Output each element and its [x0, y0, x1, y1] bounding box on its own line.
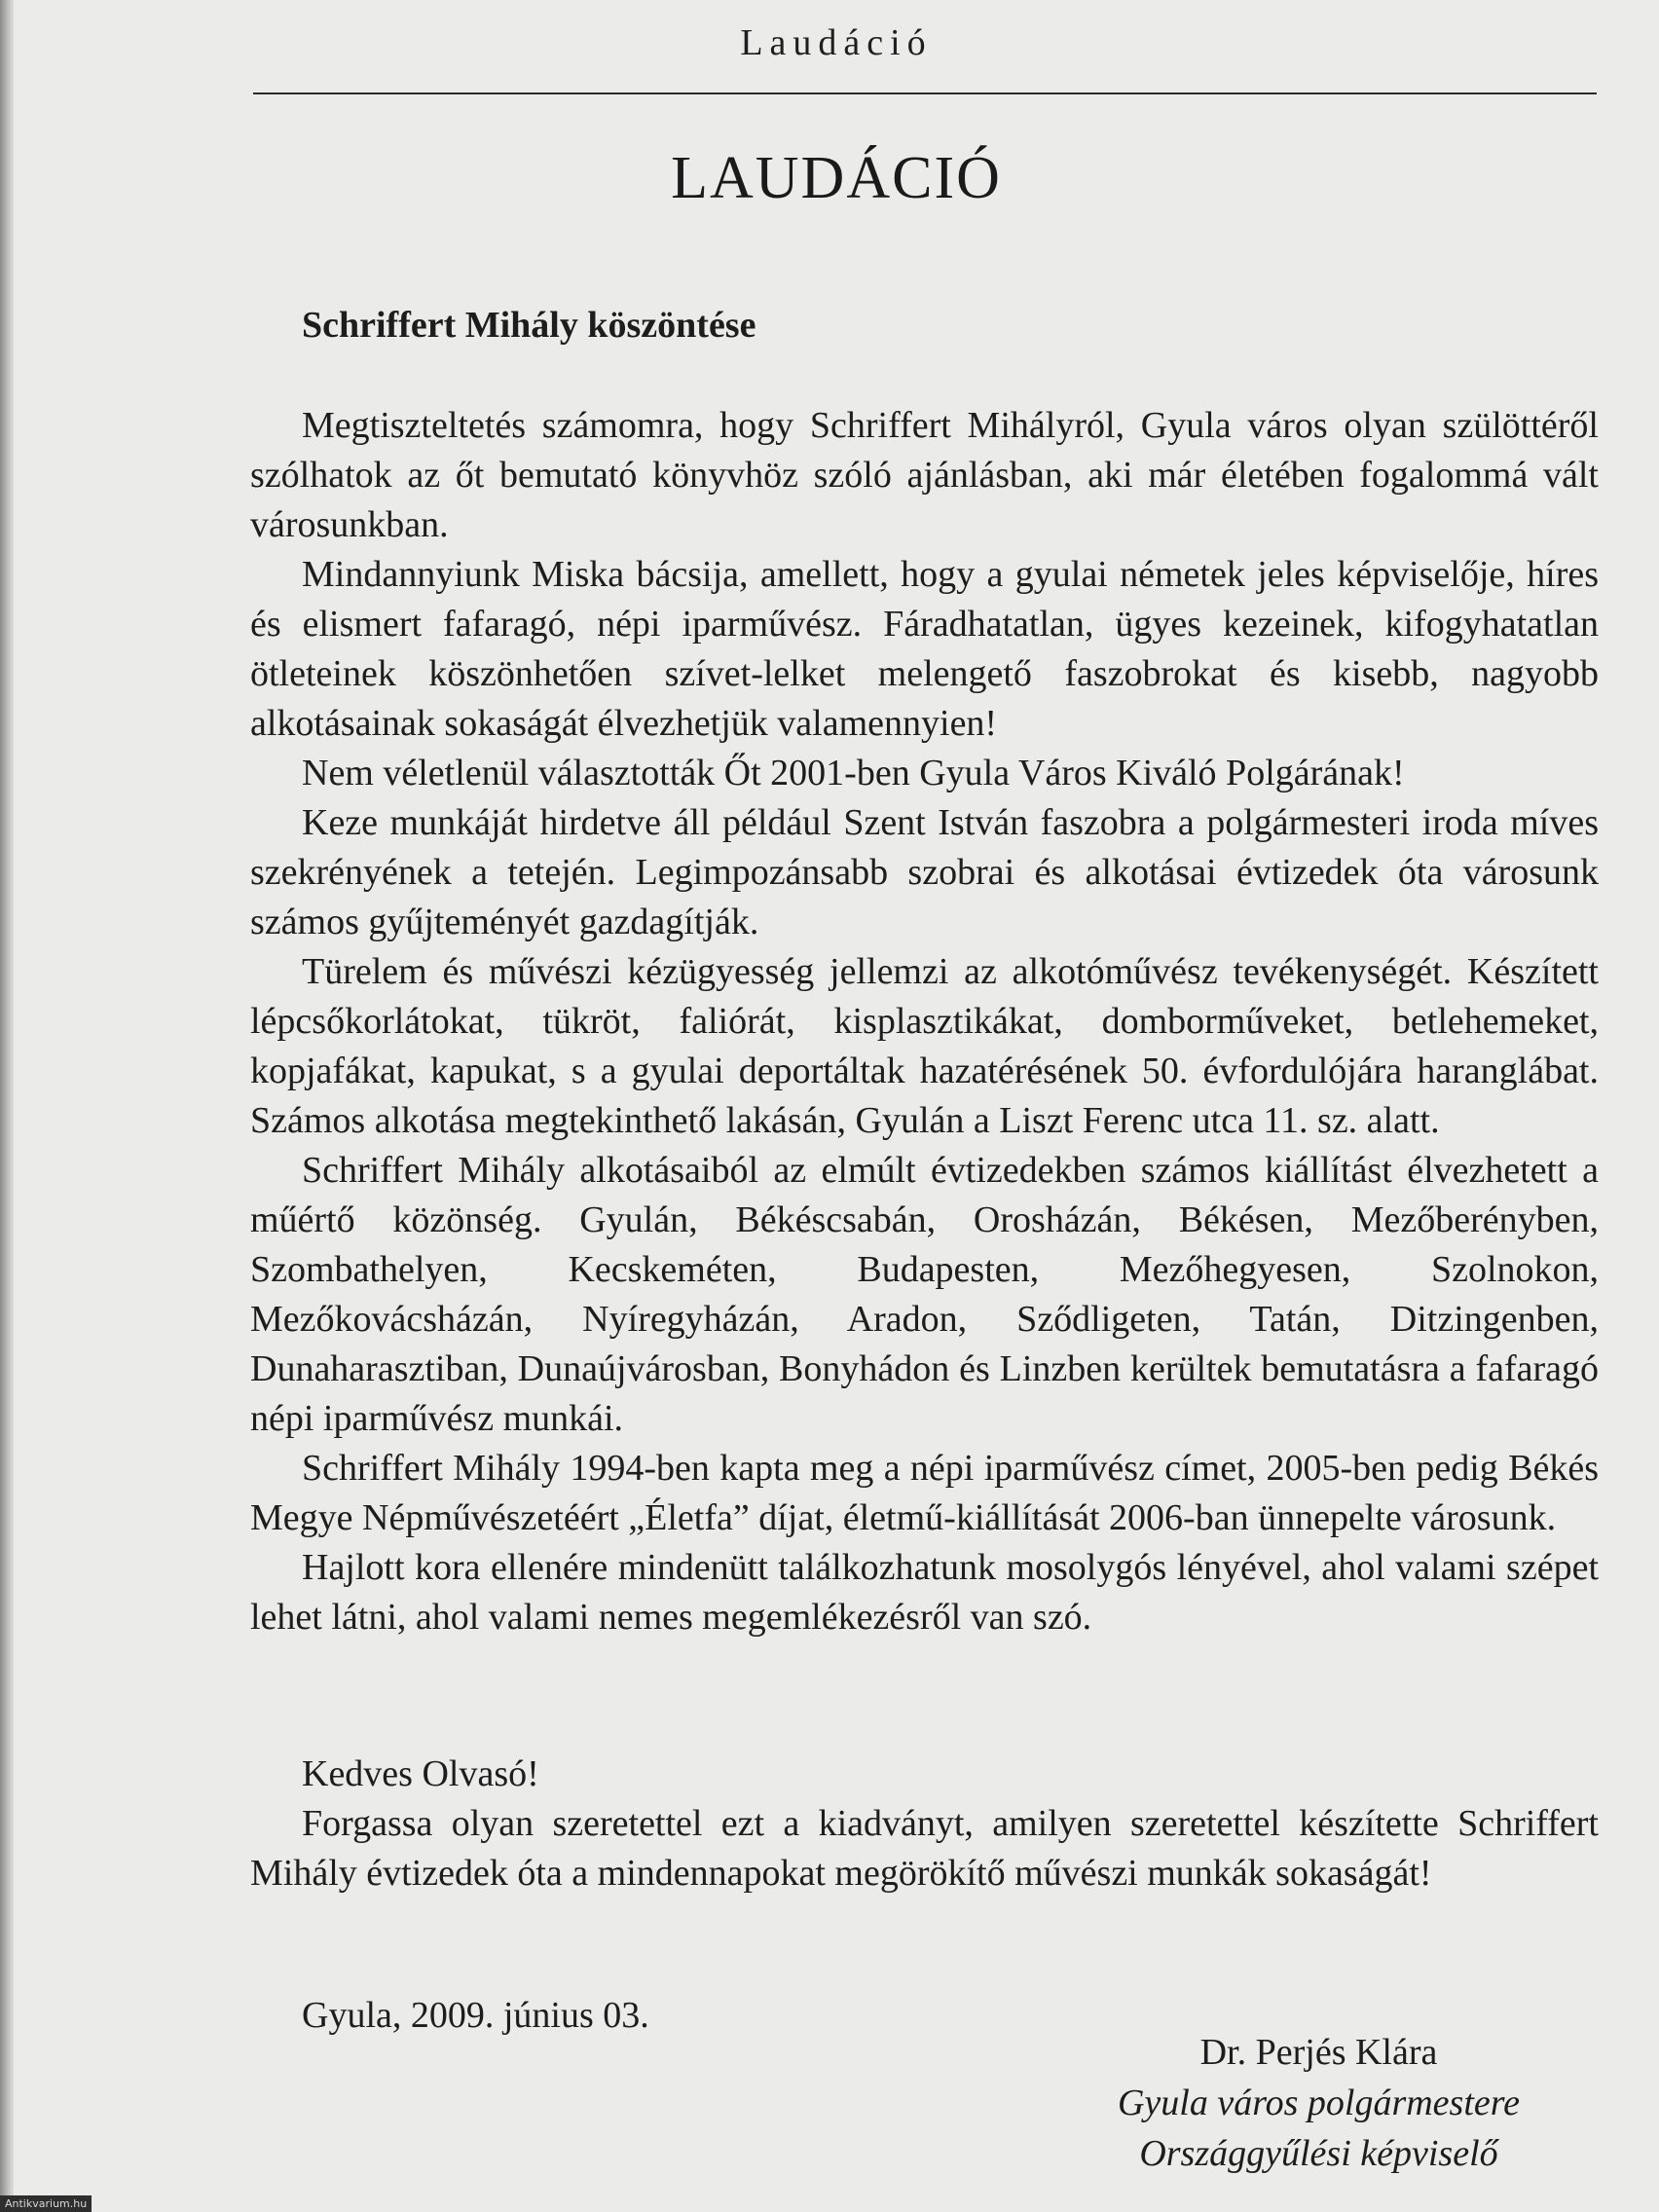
paragraph: Schriffert Mihály alkotásaiból az elmúlt évtizedekben számos kiállítást élvezhetett a műértő közönség. Gyulán, Békéscsabán, Orosházán, Békésen, Mezőberényben, Szombathelyen, Kecskeméten, Budapesten, Mezőhegyesen, Szolnokon, Mezőkovácsházán, Nyíregyházán, Aradon, Sződligeten, Tatán, Ditzingenben, Dunaharasztiban, Dunaújvárosban, Bonyhádon és Linzben kerültek bemutatásra a fafaragó népi iparművész munkái.: [250, 1150, 1599, 1439]
signature-role: Gyula város polgármestere: [1117, 2083, 1520, 2123]
paragraph: Mindannyiunk Miska bácsija, amellett, hogy a gyulai németek jeles képviselője, híres és elismert fafaragó, népi iparművész. Fáradhatatlan, ügyes kezeinek, kifogyhatatlan ötleteinek köszönhetően szívet-lelket melengető faszobrokat és kisebb, nagyobb alkotásainak sokaságát élvezhetjük valamennyien!: [250, 554, 1599, 744]
paragraph: Hajlott kora ellenére mindenütt találkozhatunk mosolygós lényével, ahol valami szépet lehet látni, ahol valami nemes megemlékezésről van szó.: [250, 1547, 1599, 1638]
paragraph: Megtiszteltetés számomra, hogy Schriffert Mihályról, Gyula város olyan szülöttéről szólhatok az őt bemutató könyvhöz szóló ajánlásban, aki már életében fogalommá vált városunkban.: [250, 405, 1599, 545]
date-line: Gyula, 2009. június 03.: [302, 1995, 649, 2036]
paragraph: Schriffert Mihály 1994-ben kapta meg a népi iparművész címet, 2005-ben pedig Békés Megye Népművészetéért „Életfa” díjat, életmű-kiállítását 2006-ban ünnepelte városunk.: [250, 1448, 1599, 1538]
watermark: Antikvarium.hu: [0, 2195, 92, 2212]
document-page: [14, 0, 1659, 2212]
header-rule: [253, 92, 1597, 94]
closing-paragraph: Forgassa olyan szeretettel ezt a kiadványt, amilyen szeretettel készítette Schriffert Mihály évtizedek óta a mindennapokat megörökítő művészi munkák sokaságát!: [250, 1803, 1599, 1894]
closing-block: [250, 1750, 1599, 1899]
greeting: Kedves Olvasó!: [302, 1753, 539, 1794]
signature-name: Dr. Perjés Klára: [1199, 2032, 1438, 2073]
signature-block: [1118, 2027, 1520, 2179]
running-head: Laudáció: [740, 22, 933, 63]
body-text: [250, 401, 1599, 1642]
page-edge: [0, 0, 14, 2212]
signature-role: Országgyűlési képviselő: [1139, 2133, 1498, 2174]
section-subtitle: Schriffert Mihály köszöntése: [302, 305, 756, 346]
paragraph: Keze munkáját hirdetve áll például Szent István faszobra a polgármesteri iroda míves szekrényének a tetején. Legimpozánsabb szobrai és alkotásai évtizedek óta városunk számos gyűjteményét gazdagítják.: [250, 802, 1599, 942]
page-title: LAUDÁCIÓ: [671, 145, 1002, 211]
paragraph: Nem véletlenül választották Őt 2001-ben Gyula Város Kiváló Polgárának!: [302, 753, 1405, 793]
paragraph: Türelem és művészi kézügyesség jellemzi az alkotóművész tevékenységét. Készített lépcsőkorlátokat, tükröt, faliórát, kisplasztikákat, domborműveket, betlehemeket, kopjafákat, kapukat, s a gyulai deportáltak hazatérésének 50. évfordulójára haranglábat. Számos alkotása megtekinthető lakásán, Gyulán a Liszt Ferenc utca 11. sz. alatt.: [250, 951, 1599, 1141]
